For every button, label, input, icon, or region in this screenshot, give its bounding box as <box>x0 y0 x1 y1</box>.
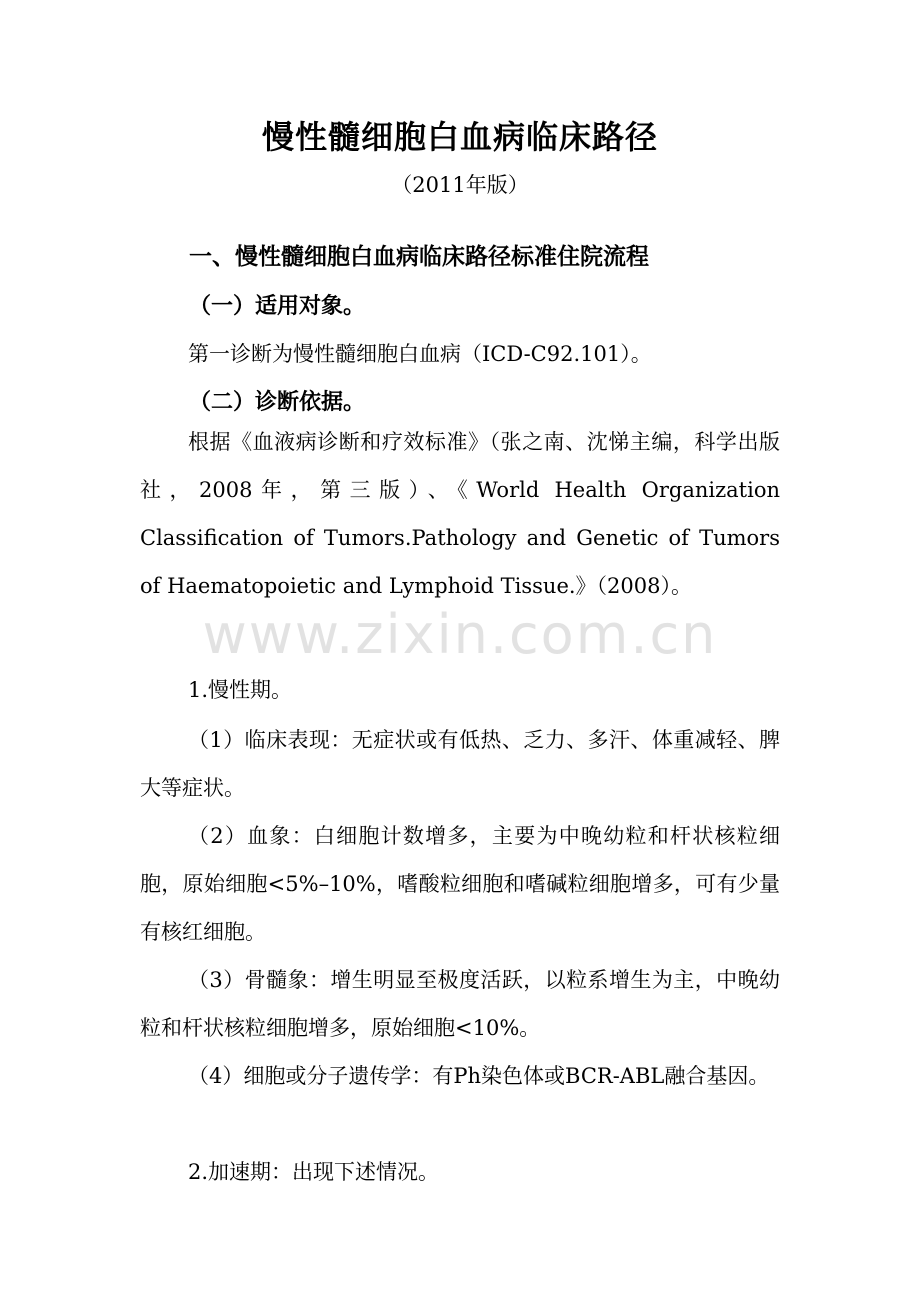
list-item-blood-picture: （2）血象：白细胞计数增多，主要为中晚幼粒和杆状核粒细胞，原始细胞<5%–10%，嗜酸粒细胞和嗜碱粒细胞增多，可有少量有核红细胞。 <box>140 824 780 944</box>
watermark: www.zixin.com.cn <box>202 603 718 666</box>
subsection-heading-applicable-subjects: （一）适用对象。 <box>189 294 366 319</box>
document-title: 慢性髓细胞白血病临床路径 <box>261 118 658 156</box>
list-item-accelerated-phase: 2.加速期：出现下述情况。 <box>188 1160 440 1184</box>
paragraph-diagnosis-code: 第一诊断为慢性髓细胞白血病（ICD-C92.101）。 <box>188 342 652 366</box>
list-item-clinical-manifestation: （1）临床表现：无症状或有低热、乏力、多汗、体重减轻、脾大等症状。 <box>140 728 780 800</box>
edition-label: （2011年版） <box>391 173 529 197</box>
paragraph-diagnostic-references: 根据《血液病诊断和疗效标准》（张之南、沈悌主编，科学出版社，2008年，第三版）、《World Health Organization Classification of Tumors.Pathology and Genetic of Tumors of Haematopoietic and Lymphoid Tissue.》（2008）。 <box>140 430 780 598</box>
subsection-heading-diagnostic-basis: （二）诊断依据。 <box>189 390 366 415</box>
list-item-bone-marrow: （3）骨髓象：增生明显至极度活跃，以粒系增生为主，中晚幼粒和杆状核粒细胞增多，原始细胞<10%。 <box>140 968 780 1040</box>
section-heading: 一、慢性髓细胞白血病临床路径标准住院流程 <box>189 244 649 270</box>
list-item-chronic-phase: 1.慢性期。 <box>188 678 293 702</box>
list-item-genetics: （4）细胞或分子遗传学：有Ph染色体或BCR-ABL融合基因。 <box>188 1064 770 1088</box>
